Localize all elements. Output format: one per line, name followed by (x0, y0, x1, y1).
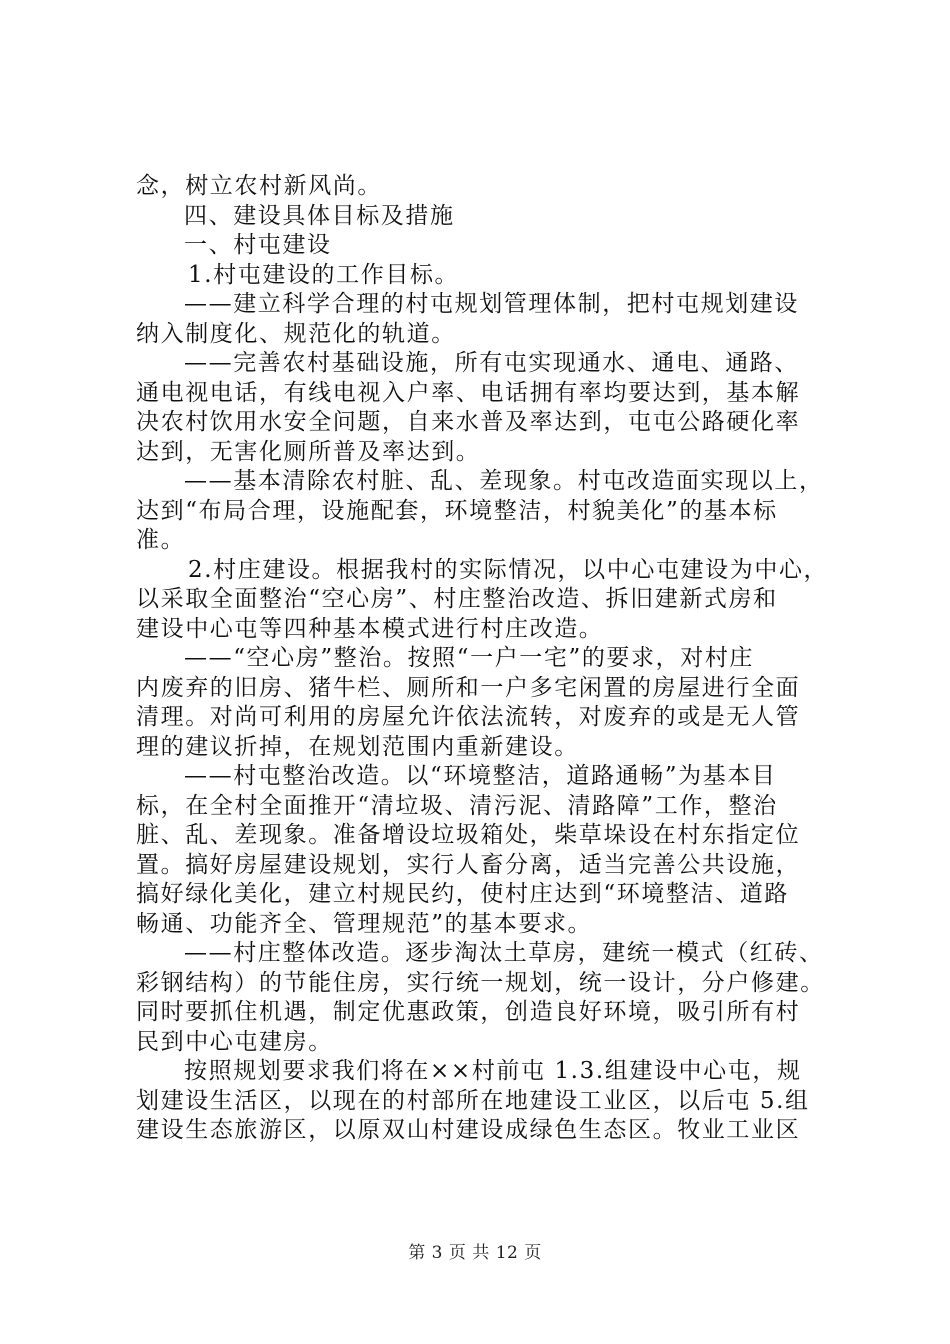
text-line: 准。 (136, 527, 186, 553)
text-line: 划建设生活区，以现在的村部所在地建设工业区，以后屯 5.组 (136, 1087, 810, 1114)
document-body (136, 172, 836, 1146)
page-footer: 第 3 页 共 12 页 (408, 1243, 542, 1263)
text-line: 同时要抓住机遇，制定优惠政策，创造良好环境，吸引所有村 (136, 999, 801, 1025)
text-line: 以采取全面整治“空心房”、村庄整治改造、拆旧建新式房和 (136, 586, 778, 612)
text-line: ——完善农村基础设施，所有屯实现通水、通电、通路、 (184, 350, 799, 376)
text-line: 达到，无害化厕所普及率达到。 (136, 438, 481, 465)
text-line: 按照规划要求我们将在××村前屯 1.3.组建设中心屯，规 (184, 1058, 802, 1084)
text-line: 民到中心屯建房。 (136, 1028, 333, 1055)
text-line: 理的建议折掉，在规划范围内重新建设。 (136, 733, 579, 760)
text-line: 搞好绿化美化，建立村规民约，使村庄达到“环境整洁、道路 (136, 881, 789, 907)
text-line: 一、村屯建设 (184, 232, 332, 258)
text-line: 达到“布局合理，设施配套，环境整洁，村貌美化”的基本标 (136, 497, 778, 524)
text-line: ——基本清除农村脏、乱、差现象。村屯改造面实现以上， (184, 468, 824, 494)
text-line: ——建立科学合理的村屯规划管理体制，把村屯规划建设 (184, 291, 799, 317)
text-line: 建设生态旅游区，以原双山村建设成绿色生态区。牧业工业区 (136, 1117, 801, 1143)
text-line: 脏、乱、差现象。准备增设垃圾箱处，柴草垛设在村东指定位 (136, 822, 801, 848)
text-line: 念，树立农村新风尚。 (136, 173, 382, 199)
text-line: ——村屯整治改造。以“环境整洁，道路通畅”为基本目 (184, 763, 777, 789)
text-line: 四、建设具体目标及措施 (184, 202, 455, 229)
text-line: 1.村屯建设的工作目标。 (188, 261, 460, 288)
text-line: 通电视电话，有线电视入户率、电话拥有率均要达到，基本解 (136, 379, 801, 406)
text-line: 建设中心屯等四种基本模式进行村庄改造。 (136, 615, 604, 642)
text-line: 畅通、功能齐全、管理规范”的基本要求。 (136, 910, 593, 937)
text-line: ——村庄整体改造。逐步淘汰土草房，建统一模式（红砖、 (184, 940, 824, 966)
text-line: 置。搞好房屋建设规划，实行人畜分离，适当完善公共设施， (136, 851, 801, 878)
text-line: 内废弃的旧房、猪牛栏、厕所和一户多宅闲置的房屋进行全面 (136, 674, 801, 701)
text-line: 标，在全村全面推开“清垃圾、清污泥、清路障”工作，整治 (136, 792, 778, 819)
text-line: 2.村庄建设。根据我村的实际情况，以中心屯建设为中心， (188, 556, 829, 583)
text-line: 彩钢结构）的节能住房，实行统一规划，统一设计，分户修建。 (136, 969, 825, 996)
text-line: 决农村饮用水安全问题，自来水普及率达到，屯屯公路硬化率 (136, 409, 801, 435)
text-line: ——“空心房”整治。按照“一户一宅”的要求，对村庄 (184, 645, 755, 671)
text-line: 清理。对尚可利用的房屋允许依法流转，对废弃的或是无人管 (136, 704, 801, 730)
text-line: 纳入制度化、规范化的轨道。 (136, 320, 456, 347)
